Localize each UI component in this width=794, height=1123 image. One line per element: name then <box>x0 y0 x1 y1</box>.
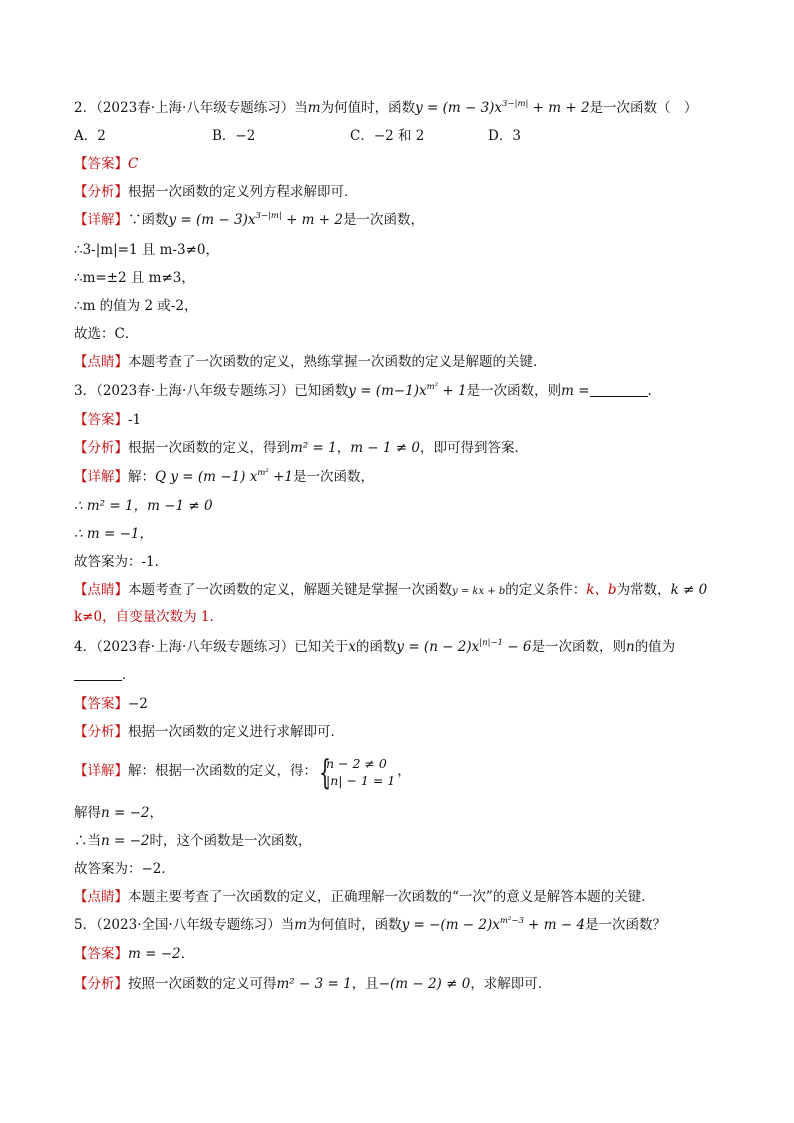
q2-var-m: m <box>307 100 321 116</box>
q4-analysis <box>74 722 344 742</box>
comment-tag: 【点睛】 <box>74 582 128 598</box>
q4-answer <box>74 694 148 714</box>
q2-comment <box>74 352 547 372</box>
analysis-tag: 【分析】 <box>74 440 128 456</box>
q4-solve-eq: n = −2 <box>101 805 150 821</box>
q5-func-post: + m − 4 <box>523 917 586 933</box>
q2-choose: 故选：C． <box>74 326 139 342</box>
detail-tag: 【详解】 <box>74 763 128 779</box>
answer-blank <box>74 666 122 681</box>
q4-stem <box>74 637 675 657</box>
q2-detail-function <box>169 212 343 228</box>
q2-function <box>415 100 589 116</box>
q3-analysis-eq2: m − 1 ≠ 0 <box>350 440 420 456</box>
q3-comment <box>74 580 707 602</box>
answer-blank <box>590 382 648 397</box>
q3-stem-m: m = <box>561 383 590 399</box>
q2-detail-func-exp: 3−|m| <box>255 211 282 221</box>
comment-tag: 【点睛】 <box>74 354 128 370</box>
q5-analysis <box>74 974 551 994</box>
q5-stem <box>74 915 666 935</box>
q2-detail-func-post: + m + 2 <box>281 212 343 228</box>
q2-option-b: B．−2 <box>212 128 256 144</box>
q5-func-exp: m²−3 <box>499 916 524 926</box>
q5-stem-text: 5．（2023·全国·八年级专题练习）当 <box>74 917 295 933</box>
q4-func-post: − 6 <box>503 639 532 655</box>
q3-comment-mid2: 为常数， <box>616 582 671 598</box>
q4-concl-pre: ∴当 <box>74 833 101 849</box>
q4-concl-eq: n = −2 <box>101 833 150 849</box>
q5-func-pre: y = −(m − 2)x <box>401 917 500 933</box>
q4-function <box>396 639 531 655</box>
q4-var-x: x <box>348 639 356 655</box>
q4-equation-system <box>319 752 396 793</box>
q4-comment <box>74 887 655 907</box>
q4-sys-row2: |n| − 1 = 1 <box>326 772 396 788</box>
q4-stem-text: 4．（2023春·上海·八年级专题练习）已知关于 <box>74 639 349 655</box>
answer-tag: 【答案】 <box>74 696 128 712</box>
q4-solve-end: ， <box>149 805 163 821</box>
q3-detail-func-post: +1 <box>268 469 293 485</box>
q2-analysis <box>74 182 358 202</box>
q3-comment-line2: k≠0，自变量次数为 1． <box>74 609 223 625</box>
q2-answer-value: C <box>128 156 139 172</box>
q5-analysis-end: ，求解即可． <box>470 976 552 992</box>
q2-option-c: C．−2 和 2 <box>350 128 425 144</box>
q3-step2: ∴ m = −1， <box>74 526 153 542</box>
q3-stem-end: ． <box>647 383 662 399</box>
q2-func-pre: y = (m − 3)x <box>415 100 503 116</box>
q3-answer <box>74 410 141 430</box>
q2-func-post: + m + 2 <box>528 100 590 116</box>
q3-detail-func-exp: m² <box>257 468 269 478</box>
q4-stem-end2: ． <box>122 667 136 683</box>
q3-analysis <box>74 438 528 458</box>
q3-comment-kb: k、b <box>586 582 617 598</box>
q4-detail-pre: 解：根据一次函数的定义，得： <box>128 763 317 779</box>
q5-analysis-eq2: −(m − 2) ≠ 0 <box>378 976 471 992</box>
q2-stem-mid: 为何值时，函数 <box>320 100 416 116</box>
q5-var-m: m <box>294 917 308 933</box>
comment-tag: 【点睛】 <box>74 889 128 905</box>
q5-analysis-pre: 按照一次函数的定义可得 <box>128 976 277 992</box>
q4-solve-pre: 解得 <box>74 805 101 821</box>
q4-result: 故答案为：−2． <box>74 861 175 877</box>
q3-func-exp: m² <box>426 382 439 392</box>
q4-concl-end: 时，这个函数是一次函数， <box>149 833 312 849</box>
q3-analysis-end: ，即可得到答案． <box>419 440 528 456</box>
q3-stem <box>74 381 661 401</box>
q5-analysis-eq1: m² − 3 = 1 <box>276 976 352 992</box>
q3-answer-value: -1 <box>128 412 142 428</box>
q2-stem-text: 2．（2023春·上海·八年级专题练习）当 <box>74 100 308 116</box>
q4-answer-value: −2 <box>128 696 148 712</box>
q4-sys-end: ， <box>397 763 411 779</box>
q4-stem-end: 的值为 <box>634 639 676 655</box>
q5-answer <box>74 944 194 964</box>
q3-comment-mid: 的定义条件： <box>505 582 587 598</box>
q4-conclusion <box>74 831 312 851</box>
q4-comment-text: 本题主要考查了一次函数的定义，正确理解一次函数的“一次”的意义是解答本题的关键． <box>128 889 655 905</box>
q3-detail-function <box>155 469 293 485</box>
q5-answer-value: m = −2． <box>128 946 195 962</box>
q3-stem-text: 3．（2023春·上海·八年级专题练习）已知函数 <box>74 383 349 399</box>
q3-comment-func: y = kx + b <box>452 586 506 597</box>
q3-detail-func-pre: Q y = (m −1) x <box>155 469 258 485</box>
q4-sys-row1: n − 2 ≠ 0 <box>326 755 387 771</box>
q3-analysis-pre: 根据一次函数的定义，得到 <box>128 440 290 456</box>
q3-stem-mid: 是一次函数，则 <box>466 383 562 399</box>
q2-detail-func-pre: y = (m − 3)x <box>168 212 256 228</box>
q5-stem-mid: 为何值时，函数 <box>307 917 402 933</box>
q3-result: 故答案为：-1． <box>74 554 169 570</box>
q4-var-n: n <box>625 639 635 655</box>
q2-comment-text: 本题考查了一次函数的定义，熟练掌握一次函数的定义是解题的关键． <box>128 354 547 370</box>
q2-step1: ∴3-|m|=1 且 m-3≠0， <box>74 242 219 258</box>
q5-stem-end: 是一次函数？ <box>585 917 667 933</box>
q3-func-pre: y = (m−1)x <box>348 383 427 399</box>
q3-detail <box>74 467 374 487</box>
q4-func-pre: y = (n − 2)x <box>396 639 480 655</box>
q4-detail <box>74 752 411 793</box>
q5-function <box>402 917 585 933</box>
q3-detail-pre: 解： <box>128 469 155 485</box>
q4-func-exp: |n|−1 <box>479 638 503 648</box>
q2-option-d: D．3 <box>488 128 521 144</box>
q2-stem <box>74 98 698 118</box>
q2-detail <box>74 210 424 230</box>
q2-stem-end: 是一次函数（ ） <box>589 100 698 116</box>
q5-analysis-mid: ，且 <box>351 976 379 992</box>
q2-detail-pre: ∵函数 <box>128 212 169 228</box>
q3-func-post: + 1 <box>438 383 467 399</box>
q3-analysis-eq1: m² = 1 <box>290 440 337 456</box>
q2-func-exp: 3−|m| <box>502 99 529 109</box>
q4-analysis-text: 根据一次函数的定义进行求解即可． <box>128 724 344 740</box>
answer-tag: 【答案】 <box>74 412 128 428</box>
q2-option-a: A．2 <box>74 128 106 144</box>
q4-solve <box>74 803 163 823</box>
answer-tag: 【答案】 <box>74 946 128 962</box>
detail-tag: 【详解】 <box>74 212 128 228</box>
q3-function <box>348 383 466 399</box>
answer-tag: 【答案】 <box>74 156 128 172</box>
q3-comment-pre: 本题考查了一次函数的定义，解题关键是掌握一次函数 <box>128 582 452 598</box>
analysis-tag: 【分析】 <box>74 976 128 992</box>
q4-stem-mid: 的函数 <box>355 639 397 655</box>
q2-step2: ∴m=±2 且 m≠3， <box>74 270 195 286</box>
q2-analysis-text: 根据一次函数的定义列方程求解即可． <box>128 184 358 200</box>
q4-stem-mid2: 是一次函数，则 <box>531 639 626 655</box>
q2-detail-end: 是一次函数， <box>342 212 424 228</box>
q4-blank-line <box>74 665 136 685</box>
q3-analysis-sep: ， <box>336 440 351 456</box>
q2-answer <box>74 154 138 174</box>
analysis-tag: 【分析】 <box>74 724 128 740</box>
analysis-tag: 【分析】 <box>74 184 128 200</box>
detail-tag: 【详解】 <box>74 469 128 485</box>
q2-step3: ∴m 的值为 2 或-2， <box>74 298 198 314</box>
q3-step1: ∴ m² = 1，m −1 ≠ 0 <box>74 498 213 514</box>
q3-detail-end: 是一次函数， <box>292 469 374 485</box>
q3-comment-k: k ≠ 0 <box>670 582 708 598</box>
brace-icon: { <box>319 752 331 793</box>
